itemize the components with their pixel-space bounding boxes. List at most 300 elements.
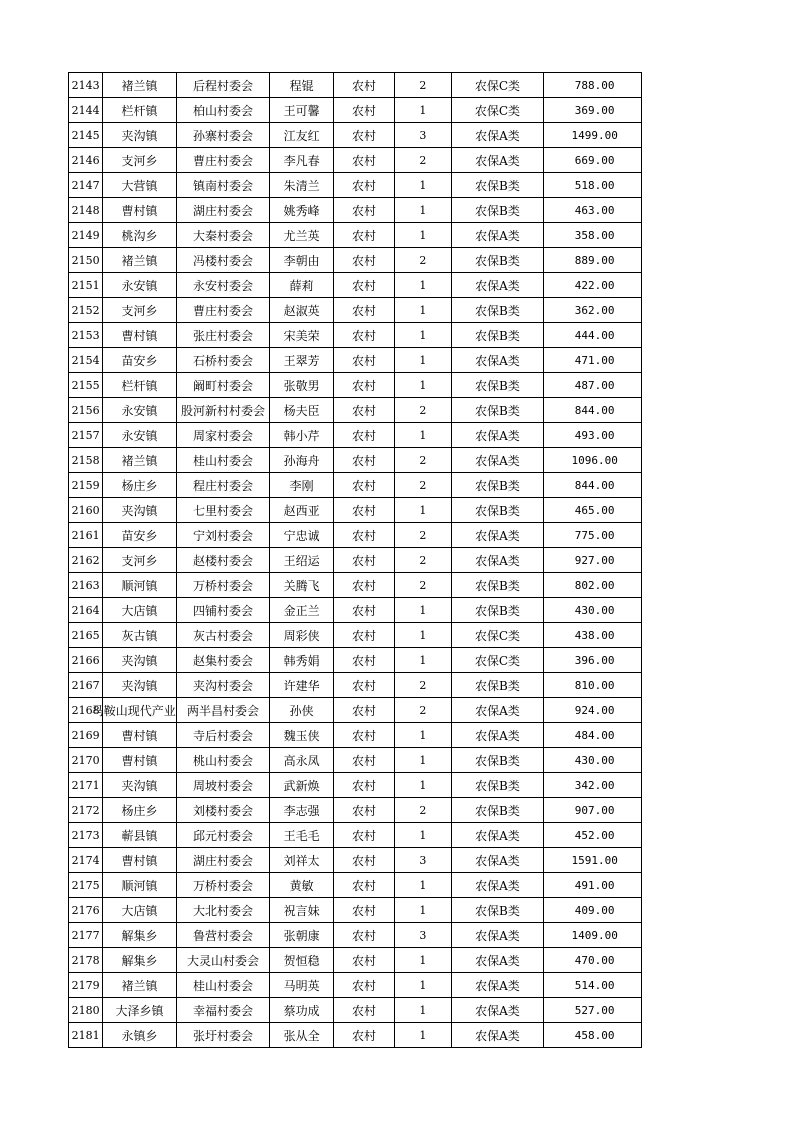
household-type-cell: 农村 — [333, 898, 394, 923]
insurance-category-cell: 农保A类 — [451, 823, 544, 848]
insurance-category-cell: 农保B类 — [451, 898, 544, 923]
person-name-cell: 宋美荣 — [270, 323, 333, 348]
member-count-cell: 1 — [395, 1023, 451, 1048]
township-cell: 桃沟乡 — [103, 223, 177, 248]
member-count-cell: 1 — [395, 323, 451, 348]
insurance-category-cell: 农保B类 — [451, 473, 544, 498]
member-count-cell: 1 — [395, 173, 451, 198]
member-count-cell: 2 — [395, 573, 451, 598]
row-number-cell: 2157 — [69, 423, 103, 448]
household-type-cell: 农村 — [333, 998, 394, 1023]
township-cell: 夹沟镇 — [103, 123, 177, 148]
person-name-cell: 孙侠 — [270, 698, 333, 723]
amount-cell: 927.00 — [544, 548, 642, 573]
village-committee-cell: 股河新村村委会 — [176, 398, 270, 423]
amount-cell: 907.00 — [544, 798, 642, 823]
row-number-cell: 2149 — [69, 223, 103, 248]
household-type-cell: 农村 — [333, 948, 394, 973]
member-count-cell: 2 — [395, 548, 451, 573]
row-number-cell: 2143 — [69, 73, 103, 98]
person-name-cell: 赵淑英 — [270, 298, 333, 323]
row-number-cell: 2177 — [69, 923, 103, 948]
insurance-category-cell: 农保A类 — [451, 948, 544, 973]
insurance-category-cell: 农保B类 — [451, 198, 544, 223]
person-name-cell: 杨夫臣 — [270, 398, 333, 423]
table-row — [69, 798, 642, 823]
row-number-cell: 2146 — [69, 148, 103, 173]
row-number-cell: 2176 — [69, 898, 103, 923]
person-name-cell: 赵西亚 — [270, 498, 333, 523]
amount-cell: 430.00 — [544, 748, 642, 773]
row-number-cell: 2156 — [69, 398, 103, 423]
township-cell: 苗安乡 — [103, 348, 177, 373]
amount-cell: 452.00 — [544, 823, 642, 848]
table-row — [69, 398, 642, 423]
person-name-cell: 周彩侠 — [270, 623, 333, 648]
member-count-cell: 2 — [395, 698, 451, 723]
member-count-cell: 2 — [395, 673, 451, 698]
person-name-cell: 王绍运 — [270, 548, 333, 573]
table-row — [69, 873, 642, 898]
row-number-cell: 2175 — [69, 873, 103, 898]
table-row — [69, 123, 642, 148]
village-committee-cell: 大灵山村委会 — [176, 948, 270, 973]
person-name-cell: 黄敏 — [270, 873, 333, 898]
insurance-category-cell: 农保B类 — [451, 323, 544, 348]
person-name-cell: 王翠芳 — [270, 348, 333, 373]
row-number-cell: 2152 — [69, 298, 103, 323]
person-name-cell: 蔡功成 — [270, 998, 333, 1023]
household-type-cell: 农村 — [333, 348, 394, 373]
row-number-cell: 2158 — [69, 448, 103, 473]
person-name-cell: 王毛毛 — [270, 823, 333, 848]
village-committee-cell: 夹沟村委会 — [176, 673, 270, 698]
household-type-cell: 农村 — [333, 423, 394, 448]
township-cell: 夹沟镇 — [103, 773, 177, 798]
member-count-cell: 2 — [395, 148, 451, 173]
amount-cell: 362.00 — [544, 298, 642, 323]
household-type-cell: 农村 — [333, 98, 394, 123]
table-row — [69, 523, 642, 548]
member-count-cell: 1 — [395, 623, 451, 648]
household-type-cell: 农村 — [333, 148, 394, 173]
row-number-cell: 2163 — [69, 573, 103, 598]
table-row — [69, 448, 642, 473]
row-number-cell: 2159 — [69, 473, 103, 498]
amount-cell: 518.00 — [544, 173, 642, 198]
amount-cell: 527.00 — [544, 998, 642, 1023]
insurance-category-cell: 农保A类 — [451, 1023, 544, 1048]
insurance-category-cell: 农保A类 — [451, 723, 544, 748]
person-name-cell: 马明英 — [270, 973, 333, 998]
amount-cell: 514.00 — [544, 973, 642, 998]
table-row — [69, 848, 642, 873]
member-count-cell: 2 — [395, 448, 451, 473]
amount-cell: 430.00 — [544, 598, 642, 623]
amount-cell: 471.00 — [544, 348, 642, 373]
person-name-cell: 魏玉侠 — [270, 723, 333, 748]
township-cell: 栏杆镇 — [103, 98, 177, 123]
amount-cell: 1591.00 — [544, 848, 642, 873]
person-name-cell: 王可馨 — [270, 98, 333, 123]
village-committee-cell: 大北村委会 — [176, 898, 270, 923]
household-type-cell: 农村 — [333, 223, 394, 248]
township-cell: 夹沟镇 — [103, 648, 177, 673]
member-count-cell: 1 — [395, 198, 451, 223]
township-cell: 褚兰镇 — [103, 448, 177, 473]
insurance-category-cell: 农保A类 — [451, 548, 544, 573]
household-type-cell: 农村 — [333, 573, 394, 598]
member-count-cell: 1 — [395, 423, 451, 448]
amount-cell: 1096.00 — [544, 448, 642, 473]
row-number-cell: 2153 — [69, 323, 103, 348]
township-cell: 永安镇 — [103, 423, 177, 448]
household-type-cell: 农村 — [333, 273, 394, 298]
township-cell: 顺河镇 — [103, 873, 177, 898]
table-row — [69, 98, 642, 123]
household-type-cell: 农村 — [333, 473, 394, 498]
member-count-cell: 1 — [395, 273, 451, 298]
row-number-cell: 2145 — [69, 123, 103, 148]
table-row — [69, 623, 642, 648]
table-row — [69, 298, 642, 323]
member-count-cell: 3 — [395, 923, 451, 948]
person-name-cell: 武新焕 — [270, 773, 333, 798]
amount-cell: 358.00 — [544, 223, 642, 248]
table-row — [69, 573, 642, 598]
insurance-category-cell: 农保A类 — [451, 698, 544, 723]
member-count-cell: 2 — [395, 473, 451, 498]
amount-cell: 775.00 — [544, 523, 642, 548]
person-name-cell: 金正兰 — [270, 598, 333, 623]
household-type-cell: 农村 — [333, 723, 394, 748]
amount-cell: 788.00 — [544, 73, 642, 98]
table-row — [69, 548, 642, 573]
household-type-cell: 农村 — [333, 798, 394, 823]
township-cell: 大店镇 — [103, 598, 177, 623]
member-count-cell: 1 — [395, 348, 451, 373]
person-name-cell: 韩秀娟 — [270, 648, 333, 673]
row-number-cell: 2144 — [69, 98, 103, 123]
insurance-category-cell: 农保A类 — [451, 873, 544, 898]
township-cell: 永安镇 — [103, 398, 177, 423]
member-count-cell: 1 — [395, 748, 451, 773]
table-row — [69, 773, 642, 798]
amount-cell: 493.00 — [544, 423, 642, 448]
amount-cell: 470.00 — [544, 948, 642, 973]
table-row — [69, 198, 642, 223]
township-cell: 灰古镇 — [103, 623, 177, 648]
amount-cell: 444.00 — [544, 323, 642, 348]
village-committee-cell: 四铺村委会 — [176, 598, 270, 623]
member-count-cell: 1 — [395, 373, 451, 398]
member-count-cell: 1 — [395, 823, 451, 848]
insurance-category-cell: 农保C类 — [451, 98, 544, 123]
table-row — [69, 423, 642, 448]
village-committee-cell: 幸福村委会 — [176, 998, 270, 1023]
table-row — [69, 648, 642, 673]
person-name-cell: 李志强 — [270, 798, 333, 823]
township-cell: 苗安乡 — [103, 523, 177, 548]
row-number-cell: 2178 — [69, 948, 103, 973]
township-cell: 杨庄乡 — [103, 473, 177, 498]
household-type-cell: 农村 — [333, 673, 394, 698]
member-count-cell: 1 — [395, 98, 451, 123]
township-cell: 解集乡 — [103, 923, 177, 948]
village-committee-cell: 灰古村委会 — [176, 623, 270, 648]
township-cell: 杨庄乡 — [103, 798, 177, 823]
township-cell: 曹村镇 — [103, 323, 177, 348]
table-row — [69, 673, 642, 698]
member-count-cell: 1 — [395, 998, 451, 1023]
member-count-cell: 3 — [395, 123, 451, 148]
row-number-cell: 2151 — [69, 273, 103, 298]
household-type-cell: 农村 — [333, 123, 394, 148]
township-cell: 曹村镇 — [103, 748, 177, 773]
insurance-category-cell: 农保A类 — [451, 998, 544, 1023]
township-cell: 大泽乡镇 — [103, 998, 177, 1023]
person-name-cell: 薛莉 — [270, 273, 333, 298]
amount-cell: 438.00 — [544, 623, 642, 648]
township-cell: 永安镇 — [103, 273, 177, 298]
village-committee-cell: 张庄村委会 — [176, 323, 270, 348]
insurance-category-cell: 农保A类 — [451, 923, 544, 948]
insurance-category-cell: 农保B类 — [451, 248, 544, 273]
insurance-category-cell: 农保C类 — [451, 73, 544, 98]
member-count-cell: 2 — [395, 798, 451, 823]
amount-cell: 484.00 — [544, 723, 642, 748]
village-committee-cell: 鲁营村委会 — [176, 923, 270, 948]
row-number-cell: 2173 — [69, 823, 103, 848]
person-name-cell: 孙海舟 — [270, 448, 333, 473]
township-cell: 褚兰镇 — [103, 248, 177, 273]
amount-cell: 465.00 — [544, 498, 642, 523]
row-number-cell: 2161 — [69, 523, 103, 548]
village-committee-cell: 阚町村委会 — [176, 373, 270, 398]
insurance-category-cell: 农保A类 — [451, 848, 544, 873]
household-type-cell: 农村 — [333, 498, 394, 523]
row-number-cell: 2150 — [69, 248, 103, 273]
village-committee-cell: 两半昌村委会 — [176, 698, 270, 723]
household-type-cell: 农村 — [333, 248, 394, 273]
township-cell: 大店镇 — [103, 898, 177, 923]
insurance-category-cell: 农保A类 — [451, 523, 544, 548]
member-count-cell: 1 — [395, 298, 451, 323]
village-committee-cell: 镇南村委会 — [176, 173, 270, 198]
insurance-category-cell: 农保B类 — [451, 673, 544, 698]
township-cell: 栏杆镇 — [103, 373, 177, 398]
member-count-cell: 1 — [395, 223, 451, 248]
row-number-cell: 2179 — [69, 973, 103, 998]
household-type-cell: 农村 — [333, 298, 394, 323]
person-name-cell: 尤兰英 — [270, 223, 333, 248]
amount-cell: 491.00 — [544, 873, 642, 898]
row-number-cell: 2164 — [69, 598, 103, 623]
insurance-category-cell: 农保B类 — [451, 573, 544, 598]
insurance-category-cell: 农保B类 — [451, 173, 544, 198]
village-committee-cell: 后程村委会 — [176, 73, 270, 98]
amount-cell: 1409.00 — [544, 923, 642, 948]
amount-cell: 889.00 — [544, 248, 642, 273]
household-type-cell: 农村 — [333, 648, 394, 673]
member-count-cell: 1 — [395, 973, 451, 998]
village-committee-cell: 万桥村委会 — [176, 873, 270, 898]
table-row — [69, 373, 642, 398]
household-type-cell: 农村 — [333, 823, 394, 848]
village-committee-cell: 邱元村委会 — [176, 823, 270, 848]
table-row — [69, 148, 642, 173]
village-committee-cell: 万桥村委会 — [176, 573, 270, 598]
row-number-cell: 2154 — [69, 348, 103, 373]
member-count-cell: 1 — [395, 873, 451, 898]
township-cell: 曹村镇 — [103, 848, 177, 873]
person-name-cell: 张朝康 — [270, 923, 333, 948]
row-number-cell: 2165 — [69, 623, 103, 648]
member-count-cell: 1 — [395, 898, 451, 923]
insurance-category-cell: 农保B类 — [451, 798, 544, 823]
village-committee-cell: 桃山村委会 — [176, 748, 270, 773]
village-committee-cell: 宁刘村委会 — [176, 523, 270, 548]
member-count-cell: 2 — [395, 248, 451, 273]
village-committee-cell: 冯楼村委会 — [176, 248, 270, 273]
household-type-cell: 农村 — [333, 323, 394, 348]
township-cell: 夹沟镇 — [103, 673, 177, 698]
member-count-cell: 3 — [395, 848, 451, 873]
member-count-cell: 1 — [395, 723, 451, 748]
household-type-cell: 农村 — [333, 448, 394, 473]
row-number-cell: 2166 — [69, 648, 103, 673]
table-row — [69, 348, 642, 373]
person-name-cell: 李凡春 — [270, 148, 333, 173]
household-type-cell: 农村 — [333, 523, 394, 548]
person-name-cell: 江友红 — [270, 123, 333, 148]
member-count-cell: 2 — [395, 398, 451, 423]
amount-cell: 924.00 — [544, 698, 642, 723]
village-committee-cell: 寺后村委会 — [176, 723, 270, 748]
table-row — [69, 223, 642, 248]
amount-cell: 1499.00 — [544, 123, 642, 148]
insurance-category-cell: 农保C类 — [451, 648, 544, 673]
row-number-cell: 2169 — [69, 723, 103, 748]
table-row — [69, 823, 642, 848]
township-cell: 曹村镇 — [103, 198, 177, 223]
row-number-cell: 2147 — [69, 173, 103, 198]
amount-cell: 422.00 — [544, 273, 642, 298]
insurance-category-cell: 农保A类 — [451, 223, 544, 248]
person-name-cell: 宁忠诚 — [270, 523, 333, 548]
village-committee-cell: 孙寨村委会 — [176, 123, 270, 148]
row-number-cell: 2162 — [69, 548, 103, 573]
household-type-cell: 农村 — [333, 748, 394, 773]
row-number-cell: 2167 — [69, 673, 103, 698]
household-type-cell: 农村 — [333, 373, 394, 398]
amount-cell: 369.00 — [544, 98, 642, 123]
village-committee-cell: 石桥村委会 — [176, 348, 270, 373]
township-cell: 大营镇 — [103, 173, 177, 198]
amount-cell: 844.00 — [544, 398, 642, 423]
insurance-category-cell: 农保B类 — [451, 373, 544, 398]
village-committee-cell: 永安村委会 — [176, 273, 270, 298]
amount-cell: 463.00 — [544, 198, 642, 223]
person-name-cell: 程锟 — [270, 73, 333, 98]
insurance-category-cell: 农保A类 — [451, 123, 544, 148]
amount-cell: 810.00 — [544, 673, 642, 698]
village-committee-cell: 柏山村委会 — [176, 98, 270, 123]
insurance-category-cell: 农保B类 — [451, 748, 544, 773]
member-count-cell: 1 — [395, 648, 451, 673]
village-committee-cell: 刘楼村委会 — [176, 798, 270, 823]
household-type-cell: 农村 — [333, 198, 394, 223]
village-committee-cell: 桂山村委会 — [176, 973, 270, 998]
township-cell: 支河乡 — [103, 148, 177, 173]
township-cell: 夹沟镇 — [103, 498, 177, 523]
member-count-cell: 1 — [395, 598, 451, 623]
household-type-cell: 农村 — [333, 873, 394, 898]
insurance-category-cell: 农保A类 — [451, 448, 544, 473]
row-number-cell: 2170 — [69, 748, 103, 773]
insurance-category-cell: 农保A类 — [451, 973, 544, 998]
table-row — [69, 923, 642, 948]
table-row — [69, 173, 642, 198]
insurance-category-cell: 农保A类 — [451, 423, 544, 448]
insurance-category-cell: 农保B类 — [451, 773, 544, 798]
insurance-category-cell: 农保B类 — [451, 598, 544, 623]
township-cell: 蕲县镇 — [103, 823, 177, 848]
household-type-cell: 农村 — [333, 73, 394, 98]
amount-cell: 669.00 — [544, 148, 642, 173]
table-row — [69, 1023, 642, 1048]
person-name-cell: 韩小芹 — [270, 423, 333, 448]
township-cell: 永镇乡 — [103, 1023, 177, 1048]
member-count-cell: 1 — [395, 498, 451, 523]
village-committee-cell: 曹庄村委会 — [176, 298, 270, 323]
village-committee-cell: 赵楼村委会 — [176, 548, 270, 573]
table-row — [69, 948, 642, 973]
insurance-category-cell: 农保A类 — [451, 148, 544, 173]
member-count-cell: 2 — [395, 73, 451, 98]
row-number-cell: 2181 — [69, 1023, 103, 1048]
village-committee-cell: 曹庄村委会 — [176, 148, 270, 173]
person-name-cell: 高永凤 — [270, 748, 333, 773]
row-number-cell: 2168 — [69, 698, 103, 723]
row-number-cell: 2160 — [69, 498, 103, 523]
insurance-category-cell: 农保B类 — [451, 398, 544, 423]
row-number-cell: 2172 — [69, 798, 103, 823]
insurance-category-cell: 农保A类 — [451, 273, 544, 298]
village-committee-cell: 赵集村委会 — [176, 648, 270, 673]
village-committee-cell: 大秦村委会 — [176, 223, 270, 248]
township-cell: 解集乡 — [103, 948, 177, 973]
township-cell: 支河乡 — [103, 548, 177, 573]
table-row — [69, 473, 642, 498]
insurance-category-cell: 农保B类 — [451, 498, 544, 523]
table-row — [69, 323, 642, 348]
amount-cell: 487.00 — [544, 373, 642, 398]
township-cell: 支河乡 — [103, 298, 177, 323]
member-count-cell: 1 — [395, 948, 451, 973]
household-type-cell: 农村 — [333, 973, 394, 998]
township-cell: 顺河镇 — [103, 573, 177, 598]
village-committee-cell: 七里村委会 — [176, 498, 270, 523]
amount-cell: 458.00 — [544, 1023, 642, 1048]
household-type-cell: 农村 — [333, 848, 394, 873]
member-count-cell: 2 — [395, 523, 451, 548]
person-name-cell: 祝言妹 — [270, 898, 333, 923]
row-number-cell: 2155 — [69, 373, 103, 398]
household-type-cell: 农村 — [333, 548, 394, 573]
amount-cell: 844.00 — [544, 473, 642, 498]
table-row — [69, 898, 642, 923]
